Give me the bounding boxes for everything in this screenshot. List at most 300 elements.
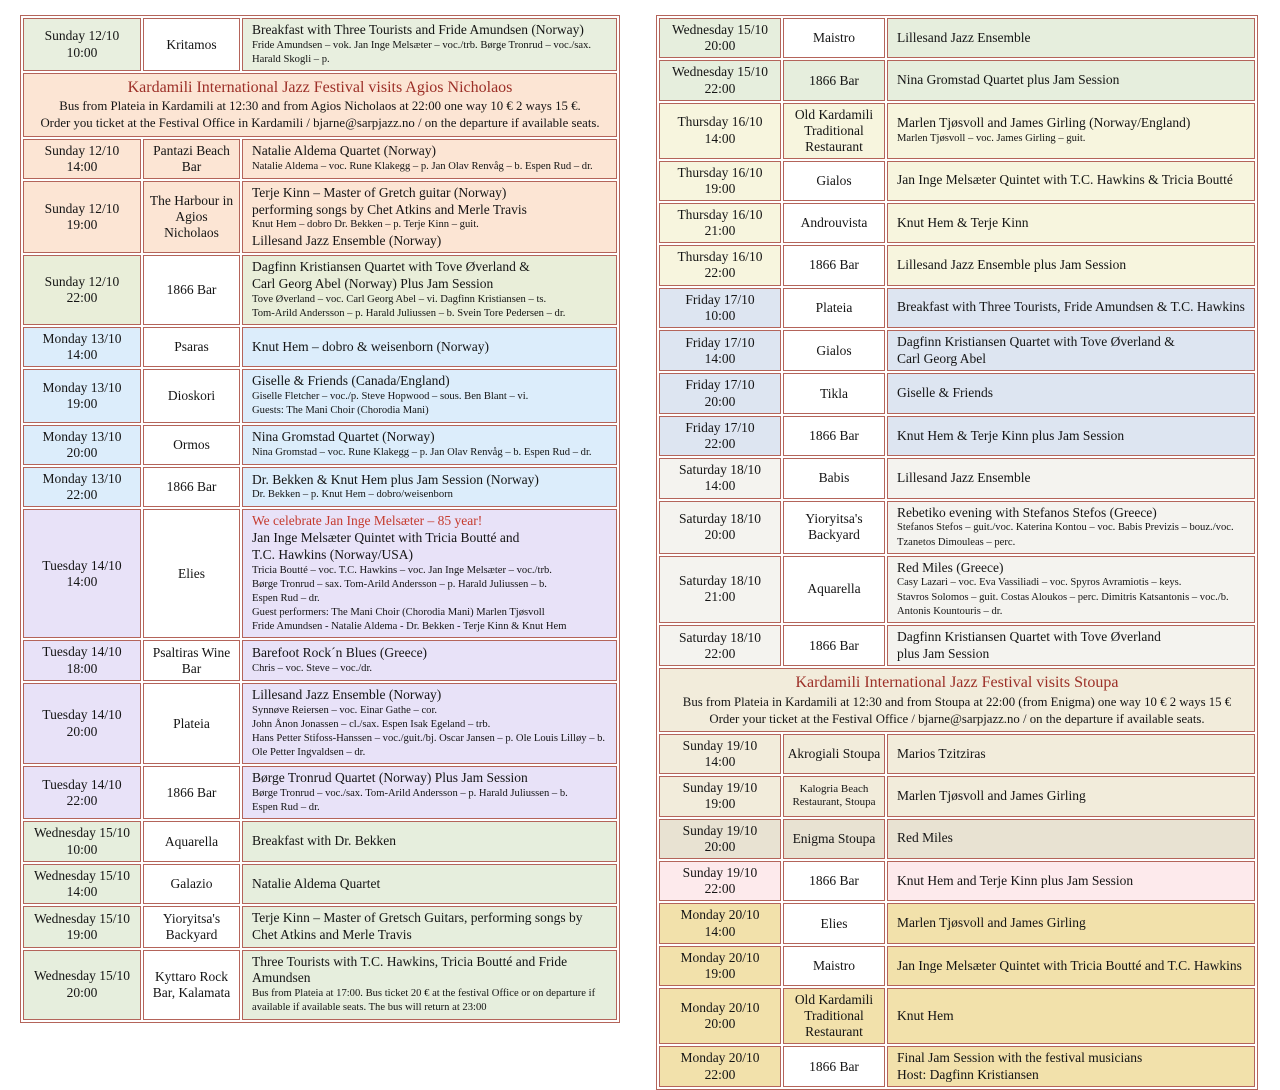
schedule-row bbox=[659, 161, 1255, 201]
event-venue: Kalogria Beach Restaurant, Stoupa bbox=[792, 783, 876, 809]
event-line: Breakfast with Three Tourists and Fride Amundsen (Norway) bbox=[252, 22, 584, 37]
venue-cell bbox=[783, 373, 885, 413]
date-cell bbox=[23, 766, 141, 819]
event-line: Rebetiko evening with Stefanos Stefos (Greece) bbox=[897, 504, 1157, 520]
schedule-table-right bbox=[656, 15, 1258, 1090]
date-cell bbox=[23, 369, 141, 422]
description-cell bbox=[242, 255, 617, 325]
description-cell bbox=[887, 946, 1255, 986]
event-line: Børge Tronrud – voc./sax. Tom-Arild Andersson – p. Harald Juliussen – b. bbox=[252, 788, 568, 800]
banner-title: Kardamili International Jazz Festival visits Agios Nicholaos bbox=[127, 79, 513, 97]
schedule-row bbox=[659, 373, 1255, 413]
event-venue: Plateia bbox=[815, 299, 853, 315]
description-cell bbox=[242, 509, 617, 638]
venue-cell bbox=[783, 625, 885, 666]
date-cell bbox=[659, 946, 781, 986]
event-venue: Aquarella bbox=[807, 581, 861, 597]
venue-cell bbox=[783, 819, 885, 859]
schedule-row bbox=[23, 766, 617, 819]
event-time: 14:00 bbox=[66, 158, 98, 174]
venue-cell bbox=[783, 288, 885, 328]
event-time: 22:00 bbox=[704, 881, 736, 897]
event-time: 20:00 bbox=[704, 527, 736, 543]
schedule-row bbox=[23, 906, 617, 947]
venue-cell bbox=[143, 864, 240, 904]
venue-cell bbox=[143, 369, 240, 422]
description-cell bbox=[887, 288, 1255, 328]
venue-cell bbox=[143, 766, 240, 819]
event-venue: 1866 Bar bbox=[809, 257, 859, 273]
venue-cell bbox=[143, 327, 240, 367]
event-line: Carl Georg Abel (Norway) Plus Jam Session bbox=[252, 276, 494, 291]
venue-cell bbox=[783, 946, 885, 986]
event-line: Ole Petter Ingvaldsen – dr. bbox=[252, 747, 366, 759]
event-line: Red Miles (Greece) bbox=[897, 559, 1004, 575]
event-time: 14:00 bbox=[704, 350, 736, 366]
event-date: Monday 13/10 bbox=[42, 379, 122, 395]
description-cell bbox=[242, 906, 617, 947]
venue-cell bbox=[143, 950, 240, 1020]
event-time: 18:00 bbox=[66, 660, 98, 676]
event-line: Lillesand Jazz Ensemble bbox=[897, 470, 1031, 486]
description-cell bbox=[887, 1046, 1255, 1087]
date-cell bbox=[659, 458, 781, 498]
event-date: Sunday 19/10 bbox=[682, 780, 758, 796]
event-line: Dr. Bekken & Knut Hem plus Jam Session (Norway) bbox=[252, 471, 539, 487]
schedule-row bbox=[23, 369, 617, 422]
event-line: Bus from Plateia at 17:00. Bus ticket 20 € at the festival Office or on departure if bbox=[252, 988, 596, 1000]
event-venue: 1866 Bar bbox=[809, 1058, 859, 1074]
event-line: Harald Skogli – p. bbox=[252, 53, 330, 65]
festival-banner-row bbox=[659, 668, 1255, 731]
date-cell bbox=[23, 509, 141, 638]
description-cell bbox=[242, 864, 617, 904]
event-venue: Babis bbox=[818, 470, 850, 486]
date-cell bbox=[23, 18, 141, 71]
event-venue: 1866 Bar bbox=[166, 282, 217, 298]
schedule-table-left-body bbox=[23, 18, 617, 1020]
festival-banner bbox=[659, 668, 1255, 731]
schedule-row bbox=[659, 988, 1255, 1044]
event-date: Tuesday 14/10 bbox=[42, 776, 122, 792]
event-date: Saturday 18/10 bbox=[678, 629, 762, 645]
venue-cell bbox=[783, 458, 885, 498]
event-line: Natalie Aldema – voc. Rune Klakegg – p. Jan Olav Renvåg – b. Espen Rud – dr. bbox=[252, 160, 593, 172]
event-time: 22:00 bbox=[66, 487, 98, 503]
event-date: Tuesday 14/10 bbox=[42, 557, 122, 573]
description-cell bbox=[887, 60, 1255, 100]
date-cell bbox=[659, 416, 781, 456]
event-time: 22:00 bbox=[704, 645, 736, 661]
schedule-row bbox=[23, 139, 617, 179]
event-date: Thursday 16/10 bbox=[677, 114, 763, 130]
event-line: Red Miles bbox=[897, 830, 953, 846]
description-cell bbox=[887, 18, 1255, 58]
event-line: Fride Amundsen - Natalie Aldema - Dr. Bekken - Terje Kinn & Knut Hem bbox=[252, 621, 567, 633]
event-venue: Kyttaro Rock Bar, Kalamata bbox=[152, 968, 231, 1000]
event-time: 20:00 bbox=[66, 984, 98, 1000]
venue-cell bbox=[783, 903, 885, 943]
event-line: Lillesand Jazz Ensemble bbox=[897, 29, 1031, 45]
event-time: 14:00 bbox=[704, 130, 736, 146]
description-cell bbox=[887, 734, 1255, 774]
event-date: Sunday 19/10 bbox=[682, 865, 758, 880]
event-venue: Akrogiali Stoupa bbox=[787, 746, 881, 762]
venue-cell bbox=[783, 1046, 885, 1087]
event-time: 22:00 bbox=[704, 265, 736, 281]
date-cell bbox=[659, 903, 781, 943]
event-line: Giselle Fletcher – voc./p. Steve Hopwood – sous. Ben Blant – vi. bbox=[252, 391, 529, 403]
event-time: 20:00 bbox=[704, 838, 736, 854]
schedule-row bbox=[659, 416, 1255, 456]
event-date: Saturday 18/10 bbox=[678, 510, 762, 526]
event-time: 20:00 bbox=[704, 38, 736, 54]
description-cell bbox=[242, 181, 617, 253]
event-time: 10:00 bbox=[704, 307, 736, 323]
date-cell bbox=[659, 776, 781, 816]
event-line: Espen Rud – dr. bbox=[252, 802, 320, 814]
event-line: We celebrate Jan Inge Melsæter – 85 year! bbox=[252, 513, 483, 529]
event-line: performing songs by Chet Atkins and Merle Travis bbox=[252, 201, 527, 217]
event-date: Monday 20/10 bbox=[680, 949, 760, 965]
venue-cell bbox=[783, 556, 885, 623]
event-line: Guests: The Mani Choir (Chorodia Mani) bbox=[252, 405, 429, 417]
schedule-row bbox=[23, 864, 617, 904]
event-time: 20:00 bbox=[704, 393, 736, 409]
venue-cell bbox=[783, 501, 885, 554]
schedule-row bbox=[659, 288, 1255, 328]
schedule-row bbox=[659, 776, 1255, 816]
event-venue: 1866 Bar bbox=[166, 479, 217, 495]
date-cell bbox=[659, 373, 781, 413]
event-venue: Maistro bbox=[813, 957, 855, 973]
event-line: Hans Petter Stifoss-Hanssen – voc./guit./bj. Oscar Jansen – p. Ole Louis Lilløy – b. bbox=[252, 732, 606, 744]
event-line: Jan Inge Melsæter Quintet with Tricia Boutté and T.C. Hawkins bbox=[897, 957, 1242, 973]
schedule-row bbox=[23, 327, 617, 367]
event-line: Marlen Tjøsvoll – voc. James Girling – guit. bbox=[897, 132, 1086, 144]
event-venue: Yioryitsa's Backyard bbox=[805, 511, 863, 543]
schedule-row bbox=[23, 821, 617, 861]
date-cell bbox=[23, 821, 141, 861]
venue-cell bbox=[783, 18, 885, 58]
date-cell bbox=[23, 640, 141, 680]
schedule-row bbox=[659, 203, 1255, 243]
event-date: Thursday 16/10 bbox=[677, 249, 763, 265]
venue-cell bbox=[143, 683, 240, 764]
event-line: T.C. Hawkins (Norway/USA) bbox=[252, 546, 413, 562]
event-time: 14:00 bbox=[66, 884, 98, 900]
date-cell bbox=[659, 203, 781, 243]
event-venue: Tikla bbox=[819, 385, 848, 401]
description-cell bbox=[242, 640, 617, 680]
schedule-row bbox=[23, 18, 617, 71]
event-date: Sunday 12/10 bbox=[44, 142, 120, 158]
event-line: Marios Tzitziras bbox=[897, 745, 986, 761]
event-date: Monday 13/10 bbox=[42, 470, 122, 486]
event-venue: 1866 Bar bbox=[809, 637, 859, 653]
event-date: Sunday 12/10 bbox=[44, 200, 120, 216]
event-venue: Psaltiras Wine Bar bbox=[152, 644, 231, 676]
event-venue: Gialos bbox=[816, 172, 852, 188]
event-date: Saturday 18/10 bbox=[678, 573, 762, 589]
event-line: Casy Lazari – voc. Eva Vassiliadi – voc. Spyros Avramiotis – keys. bbox=[897, 577, 1182, 589]
description-cell bbox=[887, 501, 1255, 554]
date-cell bbox=[23, 864, 141, 904]
event-venue: Ormos bbox=[173, 436, 210, 452]
schedule-row bbox=[659, 330, 1255, 371]
description-cell bbox=[887, 103, 1255, 159]
date-cell bbox=[659, 734, 781, 774]
date-cell bbox=[659, 288, 781, 328]
event-line: Natalie Aldema Quartet bbox=[252, 875, 381, 891]
date-cell bbox=[23, 181, 141, 253]
event-venue: Psaras bbox=[174, 339, 209, 355]
venue-cell bbox=[143, 821, 240, 861]
event-line: Chet Atkins and Merle Travis bbox=[252, 926, 412, 942]
schedule-row bbox=[659, 1046, 1255, 1087]
event-date: Tuesday 14/10 bbox=[42, 644, 122, 660]
event-line: Lillesand Jazz Ensemble (Norway) bbox=[252, 686, 442, 702]
venue-cell bbox=[143, 509, 240, 638]
event-line: Dagfinn Kristiansen Quartet with Tove Øverland & bbox=[252, 259, 530, 275]
date-cell bbox=[659, 103, 781, 159]
event-venue: Androuvista bbox=[800, 215, 868, 231]
description-cell bbox=[887, 458, 1255, 498]
event-time: 22:00 bbox=[704, 1066, 736, 1082]
event-time: 22:00 bbox=[66, 792, 98, 808]
event-line: John Ånon Jonassen – cl./sax. Espen Isak Egeland – trb. bbox=[252, 718, 491, 730]
event-line: Knut Hem – dobro & weisenborn (Norway) bbox=[252, 338, 489, 354]
banner-text: Order your ticket at the Festival Office / bjarne@sarpjazz.no / on the departure if available seats. bbox=[709, 711, 1205, 726]
event-time: 21:00 bbox=[704, 223, 736, 239]
banner-text: Order you ticket at the Festival Office in Kardamili / bjarne@sarpjazz.no / on the departure if available seats. bbox=[40, 116, 600, 131]
date-cell bbox=[23, 327, 141, 367]
event-line: Lillesand Jazz Ensemble plus Jam Session bbox=[897, 257, 1127, 273]
event-line: Marlen Tjøsvoll and James Girling bbox=[897, 788, 1086, 804]
event-line: Chris – voc. Steve – voc./dr. bbox=[252, 662, 373, 674]
schedule-row bbox=[659, 60, 1255, 100]
event-line: Nina Gromstad – voc. Rune Klakegg – p. Jan Olav Renvåg – b. Espen Rud – dr. bbox=[252, 447, 592, 459]
event-line: Dr. Bekken – p. Knut Hem – dobro/weisenborn bbox=[252, 489, 453, 501]
event-date: Sunday 19/10 bbox=[682, 822, 758, 838]
schedule-row bbox=[23, 683, 617, 764]
description-cell bbox=[887, 861, 1255, 901]
banner-text: Bus from Plateia in Kardamili at 12:30 and from Agios Nicholaos at 22:00 one way 10 € 2 ways 15 €. bbox=[59, 99, 581, 114]
event-line: Antonis Kountouris – dr. bbox=[897, 605, 1003, 617]
schedule-row bbox=[659, 458, 1255, 498]
event-venue: Gialos bbox=[816, 342, 852, 358]
event-line: Nina Gromstad Quartet (Norway) bbox=[252, 429, 435, 445]
event-date: Monday 13/10 bbox=[42, 428, 122, 444]
schedule-row bbox=[23, 181, 617, 253]
description-cell bbox=[242, 18, 617, 71]
event-venue: 1866 Bar bbox=[809, 873, 859, 889]
event-time: 20:00 bbox=[66, 444, 98, 460]
event-line: Natalie Aldema Quartet (Norway) bbox=[252, 143, 437, 159]
venue-cell bbox=[783, 861, 885, 901]
event-line: Knut Hem – dobro Dr. Bekken – p. Terje Kinn – guit. bbox=[252, 219, 479, 231]
festival-banner-row bbox=[23, 73, 617, 136]
date-cell bbox=[23, 425, 141, 465]
event-line: Børge Tronrud – sax. Tom-Arild Andersson – p. Harald Juliussen – b. bbox=[252, 578, 547, 590]
schedule-row bbox=[23, 425, 617, 465]
venue-cell bbox=[143, 181, 240, 253]
banner-title: Kardamili International Jazz Festival visits Stoupa bbox=[795, 674, 1119, 692]
event-date: Monday 20/10 bbox=[680, 1050, 760, 1066]
date-cell bbox=[659, 245, 781, 285]
event-date: Tuesday 14/10 bbox=[42, 707, 122, 723]
event-line: Espen Rud – dr. bbox=[252, 592, 320, 604]
schedule-row bbox=[659, 501, 1255, 554]
event-line: Tricia Boutté – voc. T.C. Hawkins – voc. Jan Inge Melsæter – voc./trb. bbox=[252, 564, 552, 576]
event-line: plus Jam Session bbox=[897, 645, 990, 661]
event-time: 10:00 bbox=[66, 841, 98, 857]
event-time: 19:00 bbox=[66, 217, 98, 233]
event-date: Wednesday 15/10 bbox=[671, 64, 769, 80]
event-date: Saturday 18/10 bbox=[678, 462, 762, 478]
event-time: 19:00 bbox=[66, 396, 98, 412]
event-venue: Elies bbox=[178, 565, 205, 581]
schedule-row bbox=[659, 625, 1255, 666]
schedule-row bbox=[659, 946, 1255, 986]
venue-cell bbox=[783, 734, 885, 774]
description-cell bbox=[887, 819, 1255, 859]
event-line: Terje Kinn – Master of Gretch guitar (Norway) bbox=[252, 184, 507, 200]
event-date: Friday 17/10 bbox=[685, 377, 755, 393]
event-line: Giselle & Friends (Canada/England) bbox=[252, 373, 450, 389]
event-time: 20:00 bbox=[66, 723, 98, 739]
event-line: Knut Hem and Terje Kinn plus Jam Session bbox=[897, 872, 1134, 888]
event-venue: The Harbour in Agios Nicholaos bbox=[149, 193, 234, 241]
event-venue: Elies bbox=[820, 915, 848, 931]
date-cell bbox=[659, 501, 781, 554]
event-time: 22:00 bbox=[704, 80, 736, 96]
event-line: available if available seats. The bus will return at 23:00 bbox=[252, 1002, 487, 1014]
event-venue: 1866 Bar bbox=[809, 72, 859, 88]
event-venue: Enigma Stoupa bbox=[792, 830, 876, 846]
description-cell bbox=[242, 950, 617, 1020]
date-cell bbox=[659, 556, 781, 623]
event-date: Wednesday 15/10 bbox=[33, 910, 131, 926]
venue-cell bbox=[783, 988, 885, 1044]
event-line: Jan Inge Melsæter Quintet with T.C. Hawkins & Tricia Boutté bbox=[897, 172, 1233, 188]
venue-cell bbox=[143, 640, 240, 680]
event-line: Lillesand Jazz Ensemble (Norway) bbox=[252, 232, 442, 248]
date-cell bbox=[23, 906, 141, 947]
event-line: Terje Kinn – Master of Gretsch Guitars, performing songs by bbox=[252, 910, 583, 926]
venue-cell bbox=[143, 139, 240, 179]
date-cell bbox=[659, 18, 781, 58]
event-time: 22:00 bbox=[704, 436, 736, 452]
event-time: 19:00 bbox=[704, 965, 736, 981]
description-cell bbox=[242, 327, 617, 367]
description-cell bbox=[242, 821, 617, 861]
event-venue: Pantazi Beach Bar bbox=[153, 142, 230, 174]
date-cell bbox=[659, 988, 781, 1044]
event-line: Knut Hem bbox=[897, 1007, 954, 1023]
event-line: Three Tourists with T.C. Hawkins, Tricia Boutté and Fride Amundsen bbox=[252, 953, 568, 986]
event-time: 19:00 bbox=[704, 180, 736, 196]
venue-cell bbox=[143, 906, 240, 947]
description-cell bbox=[242, 683, 617, 764]
date-cell bbox=[659, 161, 781, 201]
date-cell bbox=[23, 139, 141, 179]
description-cell bbox=[887, 330, 1255, 371]
event-date: Sunday 12/10 bbox=[44, 28, 120, 44]
event-time: 10:00 bbox=[66, 44, 98, 60]
event-venue: 1866 Bar bbox=[166, 784, 217, 800]
event-time: 22:00 bbox=[66, 290, 98, 306]
event-date: Sunday 19/10 bbox=[682, 737, 758, 753]
description-cell bbox=[887, 161, 1255, 201]
schedule-row bbox=[659, 903, 1255, 943]
event-time: 14:00 bbox=[66, 573, 98, 589]
event-venue: Aquarella bbox=[164, 833, 219, 849]
event-line: Nina Gromstad Quartet plus Jam Session bbox=[897, 72, 1120, 88]
date-cell bbox=[23, 950, 141, 1020]
event-line: Synnøve Reiersen – voc. Einar Gathe – cor. bbox=[252, 704, 438, 716]
description-cell bbox=[242, 139, 617, 179]
venue-cell bbox=[783, 416, 885, 456]
event-line: Guest performers: The Mani Choir (Chorodia Mani) Marlen Tjøsvoll bbox=[252, 607, 545, 619]
event-line: Breakfast with Dr. Bekken bbox=[252, 833, 396, 849]
venue-cell bbox=[783, 776, 885, 816]
event-date: Sunday 12/10 bbox=[44, 274, 120, 289]
event-line: Carl Georg Abel bbox=[897, 350, 986, 366]
banner-text: Bus from Plateia in Kardamili at 12:30 and from Stoupa at 22:00 (from Enigma) one way 10 € 2 ways 15 € bbox=[682, 694, 1232, 709]
description-cell bbox=[887, 245, 1255, 285]
event-date: Friday 17/10 bbox=[685, 419, 755, 435]
event-time: 14:00 bbox=[704, 923, 736, 939]
description-cell bbox=[887, 625, 1255, 666]
date-cell bbox=[659, 330, 781, 371]
event-venue: Old Kardamili Traditional Restaurant bbox=[794, 992, 874, 1039]
event-line: Final Jam Session with the festival musicians bbox=[897, 1049, 1143, 1065]
date-cell bbox=[659, 1046, 781, 1087]
event-line: Knut Hem & Terje Kinn plus Jam Session bbox=[897, 427, 1125, 443]
event-date: Friday 17/10 bbox=[685, 334, 755, 350]
venue-cell bbox=[783, 161, 885, 201]
event-venue: Old Kardamili Traditional Restaurant bbox=[794, 106, 874, 154]
venue-cell bbox=[783, 245, 885, 285]
description-cell bbox=[887, 988, 1255, 1044]
event-date: Wednesday 15/10 bbox=[33, 867, 131, 883]
schedule-row bbox=[659, 819, 1255, 859]
schedule-row bbox=[23, 467, 617, 507]
event-line: Breakfast with Three Tourists, Fride Amundsen & T.C. Hawkins bbox=[897, 299, 1245, 315]
description-cell bbox=[887, 776, 1255, 816]
event-venue: Dioskori bbox=[167, 388, 216, 404]
date-cell bbox=[659, 625, 781, 666]
date-cell bbox=[23, 467, 141, 507]
venue-cell bbox=[783, 103, 885, 159]
event-date: Wednesday 15/10 bbox=[33, 825, 131, 841]
event-line: Dagfinn Kristiansen Quartet with Tove Øverland bbox=[897, 629, 1161, 645]
description-cell bbox=[242, 425, 617, 465]
event-date: Wednesday 15/10 bbox=[671, 22, 769, 37]
event-line: Marlen Tjøsvoll and James Girling (Norway/England) bbox=[897, 115, 1191, 131]
date-cell bbox=[23, 683, 141, 764]
schedule-row bbox=[659, 861, 1255, 901]
event-line: Knut Hem & Terje Kinn bbox=[897, 214, 1029, 230]
date-cell bbox=[659, 861, 781, 901]
schedule-row bbox=[23, 509, 617, 638]
event-time: 21:00 bbox=[704, 589, 736, 605]
event-line: Giselle & Friends bbox=[897, 385, 993, 401]
description-cell bbox=[242, 369, 617, 422]
event-venue: Yioryitsa's Backyard bbox=[162, 911, 221, 942]
event-time: 14:00 bbox=[704, 478, 736, 494]
